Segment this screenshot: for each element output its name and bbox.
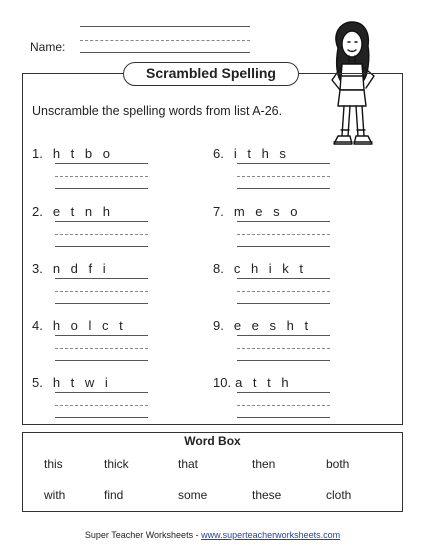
base-line-3: [55, 303, 148, 304]
word-box-word: with: [44, 488, 66, 502]
base-line-7: [237, 246, 330, 247]
item-number: 6.: [213, 146, 224, 161]
answer-line-9[interactable]: [237, 335, 330, 336]
guide-line-6: [237, 176, 330, 177]
name-line-dashed: [80, 40, 250, 41]
scrambled-word: h t w i: [52, 375, 112, 390]
item-number: 7.: [213, 204, 224, 219]
scrambled-word: m e s o: [233, 204, 301, 219]
guide-line-7: [237, 234, 330, 235]
base-line-10: [237, 417, 330, 418]
item-4: [32, 318, 126, 333]
footer: [0, 530, 425, 540]
word-box-word: then: [252, 457, 276, 471]
scrambled-word: n d f i: [52, 261, 110, 276]
base-line-6: [237, 188, 330, 189]
answer-line-8[interactable]: [237, 278, 330, 279]
item-9: [213, 318, 312, 333]
item-number: 5.: [32, 375, 43, 390]
name-label: Name:: [30, 40, 66, 54]
answer-line-2[interactable]: [55, 221, 148, 222]
word-box-title: Word Box: [184, 434, 241, 448]
base-line-4: [55, 360, 148, 361]
base-line-1: [55, 188, 148, 189]
item-number: 3.: [32, 261, 43, 276]
word-box-word: these: [252, 488, 282, 502]
guide-line-2: [55, 234, 148, 235]
guide-line-3: [55, 291, 148, 292]
guide-line-4: [55, 348, 148, 349]
scrambled-word: e t n h: [52, 204, 114, 219]
guide-line-8: [237, 291, 330, 292]
worksheet-title: Scrambled Spelling: [123, 62, 299, 86]
word-box-word: find: [104, 488, 124, 502]
scrambled-word: i t h s: [233, 146, 290, 161]
name-field[interactable]: [80, 52, 250, 53]
base-line-2: [55, 246, 148, 247]
scrambled-word: c h i k t: [233, 261, 307, 276]
item-2: [32, 204, 113, 219]
item-number: 9.: [213, 318, 224, 333]
scrambled-word: h t b o: [52, 146, 114, 161]
item-number: 1.: [32, 146, 43, 161]
answer-line-6[interactable]: [237, 163, 330, 164]
item-number: 8.: [213, 261, 224, 276]
instructions: Unscramble the spelling words from list A-26.: [32, 104, 283, 118]
item-3: [32, 261, 109, 276]
guide-line-9: [237, 348, 330, 349]
base-line-5: [55, 417, 148, 418]
item-7: [213, 204, 301, 219]
base-line-8: [237, 303, 330, 304]
scrambled-word: h o l c t: [52, 318, 127, 333]
footer-text: Super Teacher Worksheets -: [84, 530, 202, 540]
answer-line-10[interactable]: [237, 392, 330, 393]
scrambled-word: e e s h t: [233, 318, 312, 333]
item-10: [213, 375, 292, 390]
scrambled-word: a t t h: [235, 375, 293, 390]
word-box-word: cloth: [326, 488, 352, 502]
footer-link[interactable]: www.superteacherworksheets.com: [201, 530, 341, 540]
word-box-word: this: [44, 457, 63, 471]
answer-line-1[interactable]: [55, 163, 148, 164]
item-5: [32, 375, 111, 390]
word-box-word: some: [178, 488, 208, 502]
item-8: [213, 261, 307, 276]
item-6: [213, 146, 289, 161]
guide-line-1: [55, 176, 148, 177]
word-box-word: both: [326, 457, 350, 471]
guide-line-5: [55, 405, 148, 406]
item-number: 10.: [213, 375, 232, 390]
answer-line-5[interactable]: [55, 392, 148, 393]
answer-line-7[interactable]: [237, 221, 330, 222]
base-line-9: [237, 360, 330, 361]
exercise-box: [22, 73, 403, 425]
item-1: [32, 146, 113, 161]
guide-line-10: [237, 405, 330, 406]
item-number: 4.: [32, 318, 43, 333]
name-line-top: [80, 26, 250, 27]
answer-line-3[interactable]: [55, 278, 148, 279]
answer-line-4[interactable]: [55, 335, 148, 336]
item-number: 2.: [32, 204, 43, 219]
word-box-word: that: [178, 457, 199, 471]
word-box-word: thick: [104, 457, 129, 471]
